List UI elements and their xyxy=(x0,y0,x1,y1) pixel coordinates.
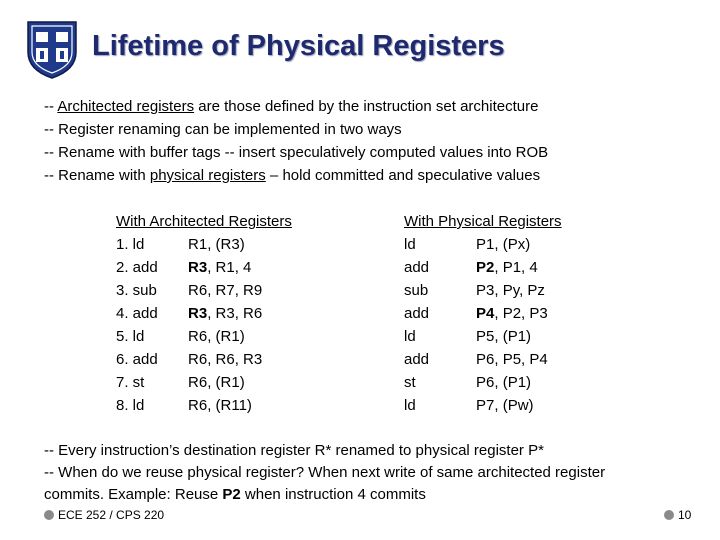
destination-register: R3 xyxy=(188,259,208,276)
destination-register: P5 xyxy=(476,328,495,345)
table-row xyxy=(116,348,292,371)
instruction-operands xyxy=(188,279,262,302)
table-row xyxy=(404,394,562,417)
instruction-op: 1. ld xyxy=(116,236,145,253)
instruction-operands xyxy=(188,256,251,279)
source-operands: , (R1) xyxy=(207,328,245,345)
destination-register: P2 xyxy=(476,259,495,276)
instruction-op: add xyxy=(404,351,430,368)
table-row xyxy=(404,302,562,325)
table-row xyxy=(404,233,562,256)
table-header: With Physical Registers xyxy=(404,213,562,230)
architected-registers-table xyxy=(116,210,292,417)
source-operands: , R1, 4 xyxy=(207,259,252,276)
destination-register: R3 xyxy=(188,305,208,322)
instruction-operands xyxy=(476,233,530,256)
source-operands: , (P1) xyxy=(494,328,532,345)
instruction-op: ld xyxy=(404,397,416,414)
bullet-item: -- Rename with buffer tags -- insert speculatively computed values into ROB xyxy=(44,144,549,161)
bullet-text: are those defined by the instruction set architecture xyxy=(194,98,539,115)
source-operands: , Py, Pz xyxy=(494,282,545,299)
bullet-dot-icon xyxy=(44,510,54,520)
course-label: ECE 252 / CPS 220 xyxy=(58,508,165,522)
table-row xyxy=(116,325,292,348)
bullet-dot-icon xyxy=(664,510,674,520)
note-line: -- Every instruction’s destination register R* renamed to physical register P* xyxy=(44,442,544,459)
instruction-op: 2. add xyxy=(116,259,158,276)
destination-register: P3 xyxy=(476,282,495,299)
table-row xyxy=(404,348,562,371)
source-operands: , R6, R3 xyxy=(207,351,263,368)
bullet-underlined-term: Architected registers xyxy=(57,98,195,115)
destination-register: R1 xyxy=(188,236,208,253)
table-row xyxy=(116,371,292,394)
table-row xyxy=(116,256,292,279)
footer-page xyxy=(664,508,691,522)
instruction-operands xyxy=(476,325,531,348)
page-number: 10 xyxy=(678,508,692,522)
instruction-operands xyxy=(188,302,262,325)
instruction-op: st xyxy=(404,374,416,391)
instruction-op: sub xyxy=(404,282,429,299)
bullet-item xyxy=(44,95,548,118)
slide-title: Lifetime of Physical Registers xyxy=(92,30,505,62)
destination-register: P6 xyxy=(476,374,495,391)
table-row xyxy=(116,394,292,417)
bullet-item xyxy=(44,164,548,187)
instruction-op: 5. ld xyxy=(116,328,145,345)
instruction-operands xyxy=(476,302,548,325)
bullet-list xyxy=(44,95,548,187)
instruction-op: ld xyxy=(404,328,416,345)
instruction-operands xyxy=(188,233,245,256)
source-operands: , (P1) xyxy=(494,374,532,391)
note-text: -- When do we reuse physical register? When next write of same architected register commits. Example: Reuse xyxy=(44,464,606,503)
destination-register: P7 xyxy=(476,397,495,414)
physical-registers-table xyxy=(404,210,562,417)
source-operands: , (Px) xyxy=(494,236,531,253)
destination-register: R6 xyxy=(188,374,208,391)
instruction-operands xyxy=(476,348,548,371)
note-text: when instruction 4 commits xyxy=(240,486,426,503)
table-row xyxy=(404,371,562,394)
instruction-op: add xyxy=(404,305,430,322)
instruction-op: 6. add xyxy=(116,351,158,368)
instruction-op: 4. add xyxy=(116,305,158,322)
table-row xyxy=(404,325,562,348)
instruction-operands xyxy=(188,325,245,348)
instruction-operands xyxy=(476,394,534,417)
source-operands: , (Pw) xyxy=(494,397,534,414)
source-operands: , P2, P3 xyxy=(494,305,548,322)
instruction-operands xyxy=(476,371,531,394)
table-row xyxy=(116,302,292,325)
destination-register: P6 xyxy=(476,351,495,368)
source-operands: , P5, P4 xyxy=(494,351,548,368)
table-row xyxy=(404,256,562,279)
instruction-op: 3. sub xyxy=(116,282,157,299)
bullet-prefix: -- Rename with xyxy=(44,167,150,184)
note-bold-register: P2 xyxy=(222,486,241,503)
table-header: With Architected Registers xyxy=(116,213,292,230)
source-operands: , (R11) xyxy=(207,397,252,414)
table-row xyxy=(116,279,292,302)
source-operands: , R7, R9 xyxy=(207,282,263,299)
source-operands: , (R3) xyxy=(207,236,245,253)
instruction-op: ld xyxy=(404,236,416,253)
instruction-operands xyxy=(476,279,545,302)
university-shield-logo xyxy=(22,18,82,80)
destination-register: R6 xyxy=(188,397,208,414)
destination-register: P1 xyxy=(476,236,495,253)
table-row xyxy=(116,233,292,256)
instruction-operands xyxy=(188,371,245,394)
instruction-op: add xyxy=(404,259,430,276)
bullet-text: – hold committed and speculative values xyxy=(265,167,541,184)
note-line xyxy=(44,462,664,506)
source-operands: , P1, 4 xyxy=(494,259,538,276)
table-row xyxy=(404,279,562,302)
instruction-op: 8. ld xyxy=(116,397,145,414)
destination-register: R6 xyxy=(188,328,208,345)
destination-register: R6 xyxy=(188,351,208,368)
footer-course xyxy=(44,508,164,522)
instruction-operands xyxy=(188,348,262,371)
instruction-operands xyxy=(188,394,252,417)
source-operands: , R3, R6 xyxy=(207,305,263,322)
notes xyxy=(44,440,664,506)
destination-register: P4 xyxy=(476,305,495,322)
bullet-underlined-term: physical registers xyxy=(149,167,266,184)
instruction-op: 7. st xyxy=(116,374,145,391)
instruction-operands xyxy=(476,256,538,279)
source-operands: , (R1) xyxy=(207,374,245,391)
destination-register: R6 xyxy=(188,282,208,299)
bullet-prefix: -- xyxy=(44,98,58,115)
bullet-item: -- Register renaming can be implemented in two ways xyxy=(44,121,402,138)
